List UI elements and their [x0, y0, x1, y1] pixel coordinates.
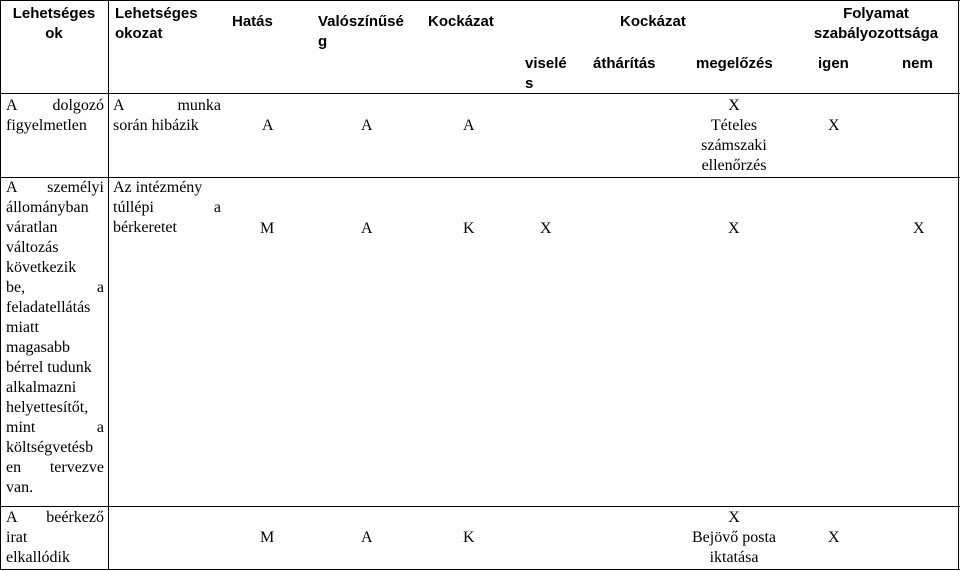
probability-value: A	[361, 117, 373, 134]
header-lehetseges-okozat: Lehetséges okozat	[115, 5, 198, 42]
risk-value: A	[463, 117, 475, 134]
table-border-top	[0, 0, 960, 1]
impact-value: M	[260, 220, 275, 237]
controlled-yes-value: X	[828, 529, 840, 546]
cause-text: A dolgozó figyelmetlen	[6, 97, 104, 134]
table-row	[0, 94, 960, 177]
table-row	[0, 178, 960, 506]
header-lehetseges-ok: Lehetséges ok	[12, 5, 96, 42]
probability-value: A	[361, 529, 373, 546]
prevention-value: X	[728, 220, 740, 237]
header-kockazat: Kockázat	[428, 13, 494, 30]
bearing-value: X	[540, 220, 552, 237]
cause-text: A személyi állományban váratlan változás következik be, a feladatellátás miatt magasabb bérrel tudunk alkalmazni helyettesítőt, mint a költségvetésb en tervezve van.	[6, 179, 104, 496]
prevention-value: X Tételes számszaki ellenőrzés	[701, 97, 767, 174]
probability-value: A	[361, 220, 373, 237]
subheader-megelozes: megelőzés	[696, 55, 773, 72]
risk-value: K	[463, 220, 475, 237]
risk-value: K	[463, 529, 475, 546]
effect-text: A munka során hibázik	[113, 97, 221, 134]
controlled-yes-value: X	[828, 117, 840, 134]
header-kockazat-group: Kockázat	[620, 13, 686, 30]
impact-value: A	[262, 117, 274, 134]
cause-text: A beérkező irat elkallódik	[6, 509, 104, 566]
table-border-bottom	[0, 569, 960, 570]
subheader-nem: nem	[902, 55, 933, 72]
subheader-atharitas: áthárítás	[593, 55, 656, 72]
header-valoszinuseg: Valószínűsé g	[318, 13, 404, 50]
prevention-value: X Bejövő posta iktatása	[692, 509, 776, 566]
subheader-igen: igen	[818, 55, 849, 72]
table-row	[0, 507, 960, 569]
header-folyamat-szabalyozottsaga: Folyamat szabályozottsága	[813, 5, 939, 42]
effect-text: Az intézmény túllépi a bérkeretet	[113, 179, 221, 236]
header-hatas: Hatás	[232, 13, 273, 30]
controlled-no-value: X	[913, 220, 925, 237]
impact-value: M	[260, 529, 275, 546]
subheader-viseles: viselé s	[525, 55, 567, 92]
